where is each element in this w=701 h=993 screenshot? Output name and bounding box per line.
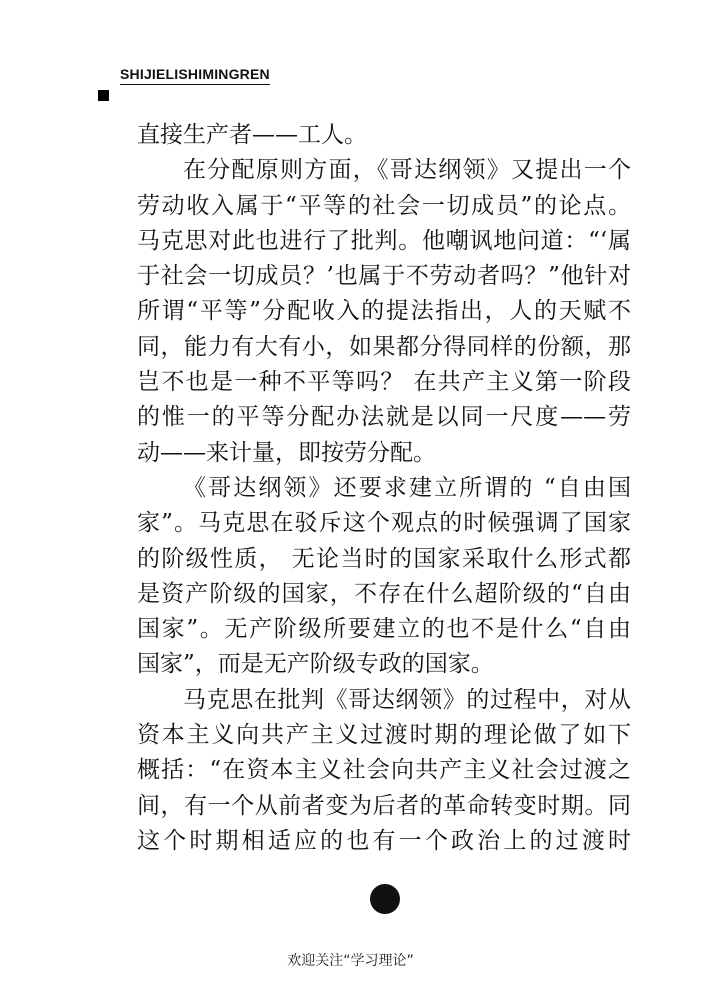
text-line: 的阶级性质， 无论当时的国家采取什么形式都 [137, 545, 631, 572]
text-line: 资本主义向共产主义过渡时期的理论做了如下 [137, 722, 631, 749]
text-line: 同，能力有大有小，如果都分得同样的份额，那 [137, 333, 631, 360]
text-line: 岂不也是一种不平等吗？ 在共产主义第一阶段 [137, 369, 631, 396]
text-line: 马克思在批判《哥达纲领》的过程中，对从 [183, 686, 631, 713]
text-line: 在分配原则方面，《哥达纲领》又提出一个 [183, 157, 631, 184]
text-line: 概括：“在资本主义社会向共产主义社会过渡之 [137, 757, 631, 784]
text-line: 所谓“平等”分配收入的提法指出，人的天赋不 [137, 298, 631, 325]
text-line: 马克思对此也进行了批判。他嘲讽地问道：“‘属 [137, 227, 631, 254]
text-line: 的惟一的平等分配办法就是以同一尺度——劳 [137, 404, 631, 431]
text-line: 劳动收入属于“平等的社会一切成员”的论点。 [137, 192, 631, 219]
page-body-text [137, 118, 631, 859]
text-line: 直接生产者——工人。 [137, 122, 367, 148]
footer-watermark: 欢迎关注“学习理论” [287, 953, 414, 969]
text-line: 动——来计量，即按劳分配。 [137, 439, 436, 466]
text-line: 是资产阶级的国家，不存在什么超阶级的“自由 [137, 580, 631, 607]
page-number-blot [370, 884, 400, 914]
running-header: SHIJIELISHIMINGREN [120, 66, 270, 85]
text-line: 家”。马克思在驳斥这个观点的时候强调了国家 [137, 510, 631, 537]
text-line: 这个时期相适应的也有一个政治上的过渡时 [137, 827, 631, 854]
text-line: 《哥达纲领》还要求建立所谓的 “自由国 [183, 474, 631, 501]
header-square-marker [98, 90, 109, 101]
text-line: 国家”。无产阶级所要建立的也不是什么“自由 [137, 616, 631, 643]
text-line: 于社会一切成员？’也属于不劳动者吗？”他针对 [137, 263, 631, 290]
text-line: 国家”，而是无产阶级专政的国家。 [137, 651, 494, 678]
text-line: 间，有一个从前者变为后者的革命转变时期。同 [137, 792, 631, 819]
